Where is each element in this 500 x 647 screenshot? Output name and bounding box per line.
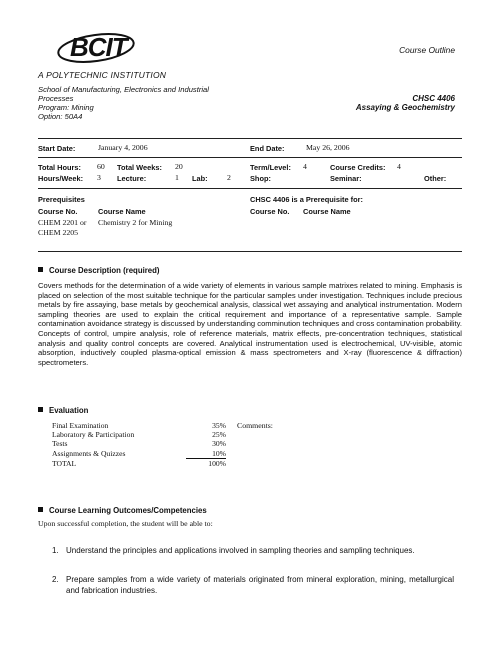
lab-label: Lab: — [192, 174, 208, 183]
total-hours-value: 60 — [97, 162, 105, 171]
total-weeks-value: 20 — [175, 162, 183, 171]
program-name: Program: Mining — [38, 103, 94, 112]
prereq-course-no-line2: CHEM 2205 — [38, 228, 79, 237]
outcome-number: 1. — [52, 546, 59, 555]
eval-item-pct: 35% — [212, 421, 226, 430]
lecture-value: 1 — [175, 173, 179, 182]
hours-divider — [38, 188, 462, 189]
list-item — [52, 546, 462, 557]
eval-item-name: Laboratory & Participation — [52, 430, 135, 440]
evaluation-comments-label: Comments: — [237, 421, 273, 430]
table-row — [52, 439, 226, 448]
logo-text: BCIT — [70, 32, 127, 62]
evaluation-heading: Evaluation — [49, 406, 89, 415]
prereq-course-no-line1: CHEM 2201 or — [38, 218, 87, 227]
eval-total-label: TOTAL — [52, 458, 77, 468]
school-name-line2: Processes — [38, 94, 74, 103]
header-divider — [38, 138, 462, 139]
prereq-course-name-label: Course Name — [98, 207, 146, 216]
evaluation-heading-row — [38, 406, 88, 415]
end-date-label: End Date: — [250, 144, 285, 153]
hours-week-label: Hours/Week: — [38, 174, 84, 183]
table-row — [52, 421, 226, 430]
table-row — [52, 430, 226, 439]
square-bullet-icon — [38, 267, 43, 272]
eval-item-pct: 30% — [212, 439, 226, 449]
term-level-value: 4 — [303, 162, 307, 171]
other-label: Other: — [424, 174, 447, 183]
bcit-logo — [56, 26, 140, 66]
course-credits-value: 4 — [397, 162, 401, 171]
eval-item-name: Tests — [52, 439, 68, 449]
prereq-for-course-name-label: Course Name — [303, 207, 351, 216]
end-date-value: May 26, 2006 — [306, 143, 350, 152]
course-title: Assaying & Geochemistry — [355, 103, 455, 112]
course-credits-label: Course Credits: — [330, 163, 386, 172]
eval-item-name: Final Examination — [52, 421, 109, 430]
eval-total-pct: 100% — [186, 458, 226, 468]
prereq-for-heading: CHSC 4406 is a Prerequisite for: — [250, 195, 363, 204]
outcomes-heading: Course Learning Outcomes/Competencies — [49, 506, 207, 515]
term-level-label: Term/Level: — [250, 163, 291, 172]
eval-item-name: Assignments & Quizzes — [52, 448, 126, 458]
table-row — [52, 458, 226, 468]
table-row — [52, 449, 226, 459]
prereq-course-no-label: Course No. — [38, 207, 78, 216]
evaluation-table — [52, 421, 226, 468]
description-text: Covers methods for the determination of a wide variety of elements in various sample matrixes related to mining. Emphasis is placed on selection of the most suitable technique for the particular samples under investigation. Techniques include precious metals by fire assaying, base metals by geochemical analysis, classical wet assaying and analytical instrumentation. Modern sampling theories are used to explain the critical requirement and importance of a representative sample. Sample contamination avoidance strategy is discussed by understanding comminution techniques and cross contamination probability. Concepts of control, umpire analysis, role of reference materials, matrix effects, pre-concentration techniques, statistical analysis and quality control concepts are covered. Analytical instrumentation used is electrochemical, UV-visible, atomic absorption, inductively coupled plasma-optical emission & mass spectrometers and X-ray (fluorescence & diffraction) spectrometers. — [38, 281, 462, 367]
start-date-label: Start Date: — [38, 144, 76, 153]
hours-week-value: 3 — [97, 173, 101, 182]
total-weeks-label: Total Weeks: — [117, 163, 162, 172]
square-bullet-icon — [38, 407, 43, 412]
outcome-text: Understand the principles and applications involved in sampling theories and sampling techniques. — [66, 546, 415, 555]
prereq-heading: Prerequisites — [38, 195, 85, 204]
dates-divider — [38, 157, 462, 158]
course-code: CHSC 4406 — [412, 94, 455, 103]
prereq-for-course-no-label: Course No. — [250, 207, 290, 216]
eval-item-pct: 10% — [186, 449, 226, 459]
prereq-divider — [38, 251, 462, 252]
description-heading: Course Description (required) — [49, 266, 160, 275]
prereq-course-name: Chemistry 2 for Mining — [98, 218, 173, 227]
outcome-text: Prepare samples from a wide variety of materials originated from mineral exploration, mining, metallurgical and fabrication industries. — [66, 575, 454, 595]
total-hours-label: Total Hours: — [38, 163, 81, 172]
doc-type-label: Course Outline — [399, 45, 455, 55]
outcomes-heading-row — [38, 506, 207, 515]
prereq-course-no — [38, 218, 87, 238]
square-bullet-icon — [38, 507, 43, 512]
eval-item-pct: 25% — [212, 430, 226, 440]
description-heading-row — [38, 266, 159, 275]
option-code: Option: 50A4 — [38, 112, 83, 121]
seminar-label: Seminar: — [330, 174, 362, 183]
institution-tagline: A POLYTECHNIC INSTITUTION — [38, 70, 167, 80]
shop-label: Shop: — [250, 174, 271, 183]
lab-value: 2 — [227, 173, 231, 182]
school-name-line1: School of Manufacturing, Electronics and Industrial — [38, 85, 209, 94]
outcomes-intro: Upon successful completion, the student will be able to: — [38, 519, 213, 528]
start-date-value: January 4, 2006 — [98, 143, 148, 152]
lecture-label: Lecture: — [117, 174, 147, 183]
outcome-number: 2. — [52, 575, 59, 584]
list-item — [52, 575, 462, 596]
school-block — [38, 85, 268, 121]
